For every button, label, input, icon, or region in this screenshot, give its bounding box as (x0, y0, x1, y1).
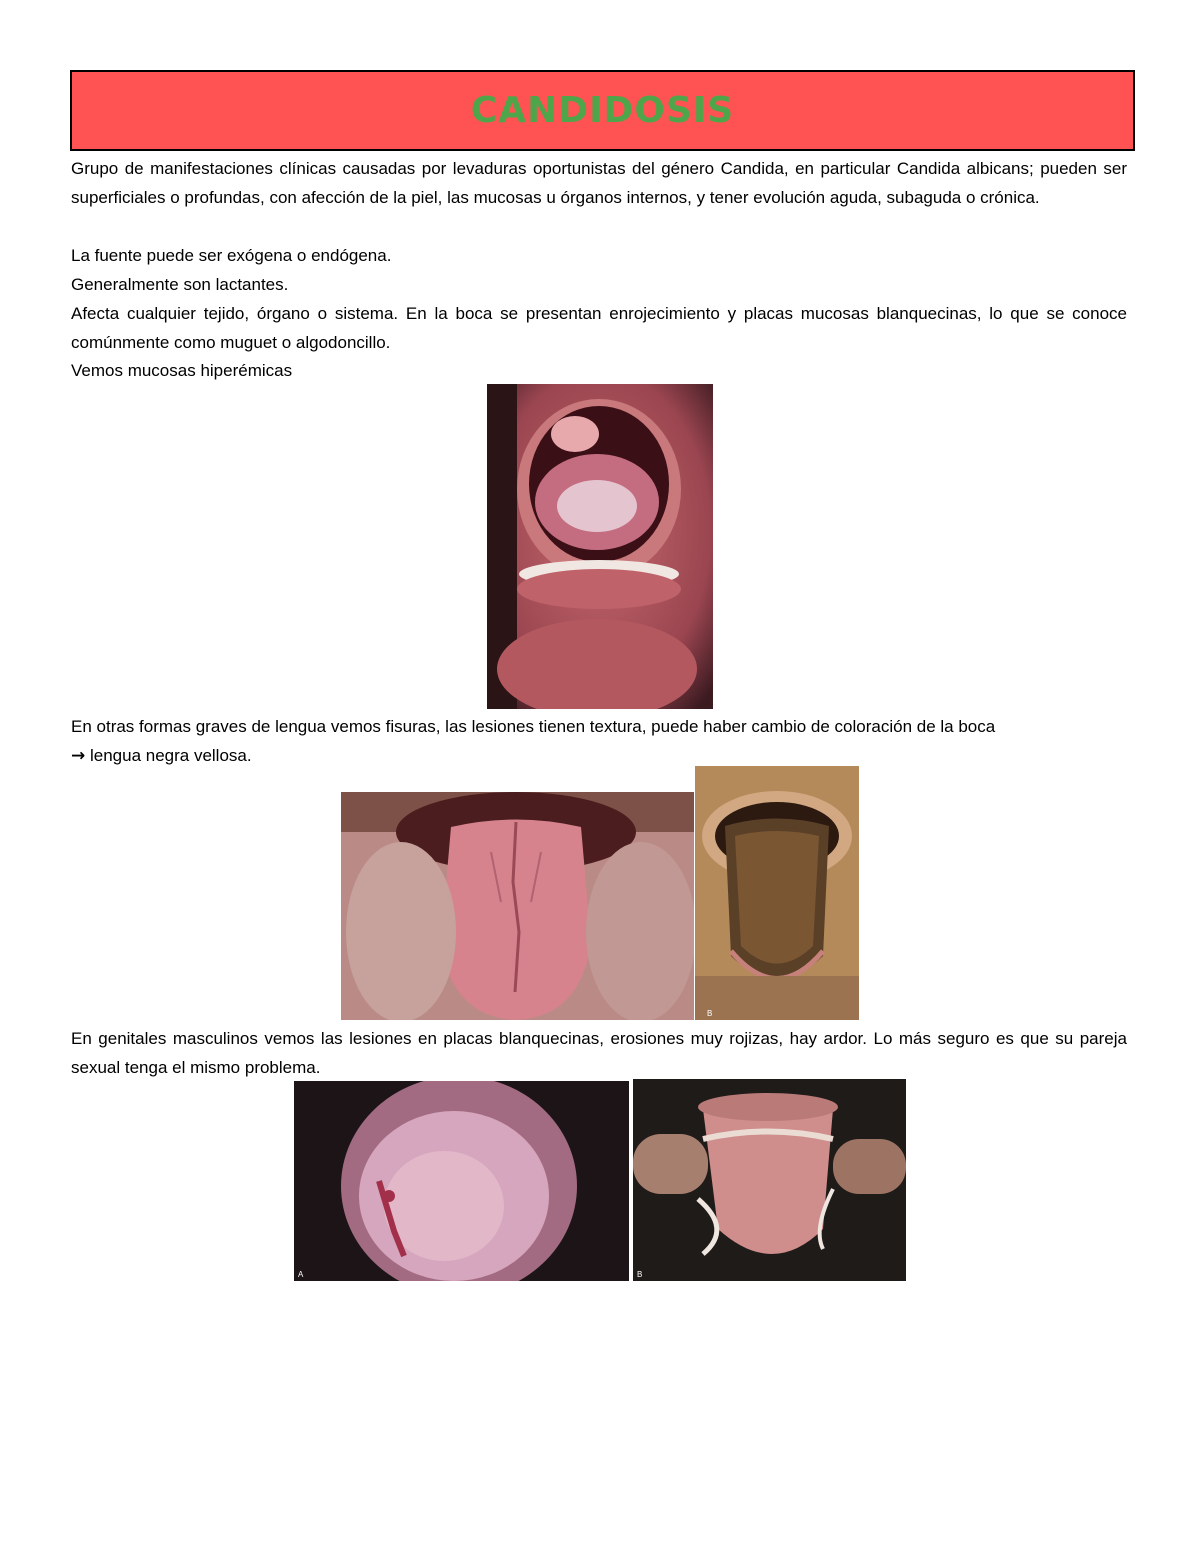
infants-paragraph: Generalmente son lactantes. (71, 275, 289, 294)
hyperemic-paragraph: Vemos mucosas hiperémicas (71, 361, 293, 380)
page-title: CANDIDOSIS (470, 90, 735, 131)
figure-label-b2: B (637, 1270, 643, 1279)
genital-candidiasis-photo-a (294, 1081, 629, 1281)
tongue-paragraph-end: lengua negra vellosa. (85, 745, 252, 765)
genital-candidiasis-photo-b (633, 1079, 906, 1281)
oral-candidiasis-photo (487, 384, 713, 709)
title-banner (70, 70, 1135, 151)
figure-label-b: B (707, 1009, 713, 1018)
source-paragraph: La fuente puede ser exógena o endógena. (71, 246, 392, 265)
figure-label-a: A (298, 1270, 304, 1279)
genital-paragraph: En genitales masculinos vemos las lesiones en placas blanquecinas, erosiones muy rojizas, hay ardor. Lo más seguro es que su pareja sexual tenga el mismo problema. (71, 1029, 1127, 1077)
fissured-tongue-photo (341, 792, 694, 1020)
tongue-paragraph (71, 713, 1127, 771)
oral-paragraph: Afecta cualquier tejido, órgano o sistema. En la boca se presentan enrojecimiento y placas mucosas blanquecinas, lo que se conoce comúnmente como muguet o algodoncillo. (71, 304, 1127, 352)
arrow-icon: → (71, 745, 86, 766)
intro-paragraph: Grupo de manifestaciones clínicas causadas por levaduras oportunistas del género Candida, en particular Candida albicans; pueden ser superficiales o profundas, con afección de la piel, las mucosas u órganos internos, y tener evolución aguda, subaguda o crónica. (71, 159, 1127, 207)
tongue-paragraph-text: En otras formas graves de lengua vemos fisuras, las lesiones tienen textura, puede haber cambio de coloración de la boca (71, 717, 996, 736)
black-hairy-tongue-photo (695, 766, 859, 1020)
